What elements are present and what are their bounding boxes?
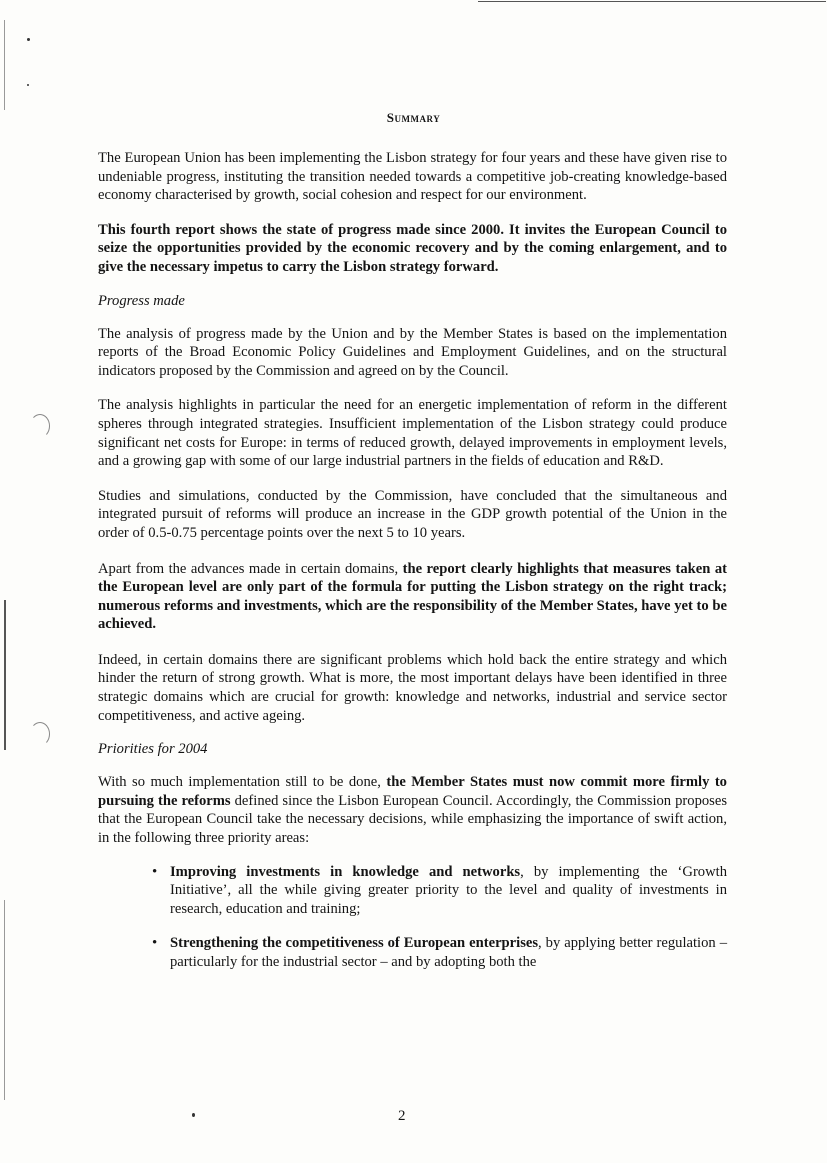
summary-heading: Summary xyxy=(386,110,441,125)
list-item xyxy=(98,863,727,919)
priorities-paragraph xyxy=(98,773,727,847)
bullet-emphasis: Improving investments in knowledge and networks xyxy=(170,863,521,880)
scan-left-edge xyxy=(4,20,5,110)
scan-left-edge xyxy=(4,600,6,750)
analysis-basis-paragraph: The analysis of progress made by the Union and by the Member States is based on the implementation reports of the Broad Economic Policy Guidelines and Employment Guidelines, and on the structural indicators proposed by the Commission and agreed on by the Council. xyxy=(98,325,727,379)
scan-speck xyxy=(27,84,29,86)
page-number: 2 xyxy=(398,1108,406,1124)
scan-left-edge xyxy=(4,900,5,1100)
bullet-glyph: • xyxy=(152,863,158,880)
key-message-paragraph xyxy=(98,221,727,277)
bullet-glyph: • xyxy=(152,935,158,952)
advances-lead: Apart from the advances made in certain domains, xyxy=(98,560,403,577)
advances-emphasis: the report clearly highlights that measures taken at the European level are only part of the formula for putting the Lisbon strategy on the right track; numerous reforms and investments, which are the responsibility of the Member States, have yet to be achieved. xyxy=(98,560,727,633)
bullet-text xyxy=(170,934,727,971)
advances-paragraph xyxy=(98,560,727,634)
priorities-emphasis: the Member States must now commit more firmly to pursuing the reforms xyxy=(98,774,727,809)
section-progress-made: Progress made xyxy=(98,292,185,309)
problems-paragraph: Indeed, in certain domains there are significant problems which hold back the entire strategy and which hinder the return of strong growth. What is more, the most important delays have been identified in three strategic domains which are crucial for growth: knowledge and networks, industrial and service sector competitiveness, and active ageing. xyxy=(98,651,727,724)
bullet-tail: , by applying better regulation – particularly for the industrial sector – and by adopting both the xyxy=(170,935,727,970)
key-message-text: This fourth report shows the state of progress made since 2000. It invites the European Council to seize the opportunities provided by the economic recovery and by the coming enlargement, and to give the necessary impetus to carry the Lisbon strategy forward. xyxy=(98,221,727,275)
summary-content xyxy=(98,110,727,972)
punch-hole-mark xyxy=(30,414,50,438)
punch-hole-mark xyxy=(30,722,50,746)
bullet-tail: , by implementing the ‘Growth Initiative’, all the while giving greater priority to the level and quality of investments in research, education and training; xyxy=(170,863,727,917)
bullet-emphasis: Strengthening the competitiveness of European enterprises xyxy=(170,935,539,952)
simulations-paragraph: Studies and simulations, conducted by the Commission, have concluded that the simultaneous and integrated pursuit of reforms will produce an increase in the GDP growth potential of the Union in the order of 0.5-0.75 percentage points over the next 5 to 10 years. xyxy=(98,487,727,541)
analysis-highlights-paragraph: The analysis highlights in particular the need for an energetic implementation of reform in the different spheres through integrated strategies. Insufficient implementation of the Lisbon strategy could produce significant net costs for Europe: in terms of reduced growth, delayed improvements in employment levels, and a growing gap with some of our large industrial partners in the fields of education and R&D. xyxy=(98,397,727,470)
scan-top-line xyxy=(478,1,826,2)
bullet-text xyxy=(170,863,727,919)
priorities-lead: With so much implementation still to be done, xyxy=(98,774,387,791)
priority-list xyxy=(98,863,727,972)
scan-speck xyxy=(27,38,30,41)
list-item xyxy=(98,934,727,971)
intro-paragraph: The European Union has been implementing the Lisbon strategy for four years and these have given rise to undeniable progress, instituting the transition needed towards a competitive job-creating knowledge-based economy characterised by growth, social cohesion and respect for our environment. xyxy=(98,150,727,204)
scan-speck xyxy=(192,1113,195,1117)
priorities-tail: defined since the Lisbon European Council. Accordingly, the Commission proposes that the European Council take the necessary decisions, while emphasizing the importance of swift action, in the following three priority areas: xyxy=(98,792,727,847)
section-priorities: Priorities for 2004 xyxy=(98,741,208,758)
